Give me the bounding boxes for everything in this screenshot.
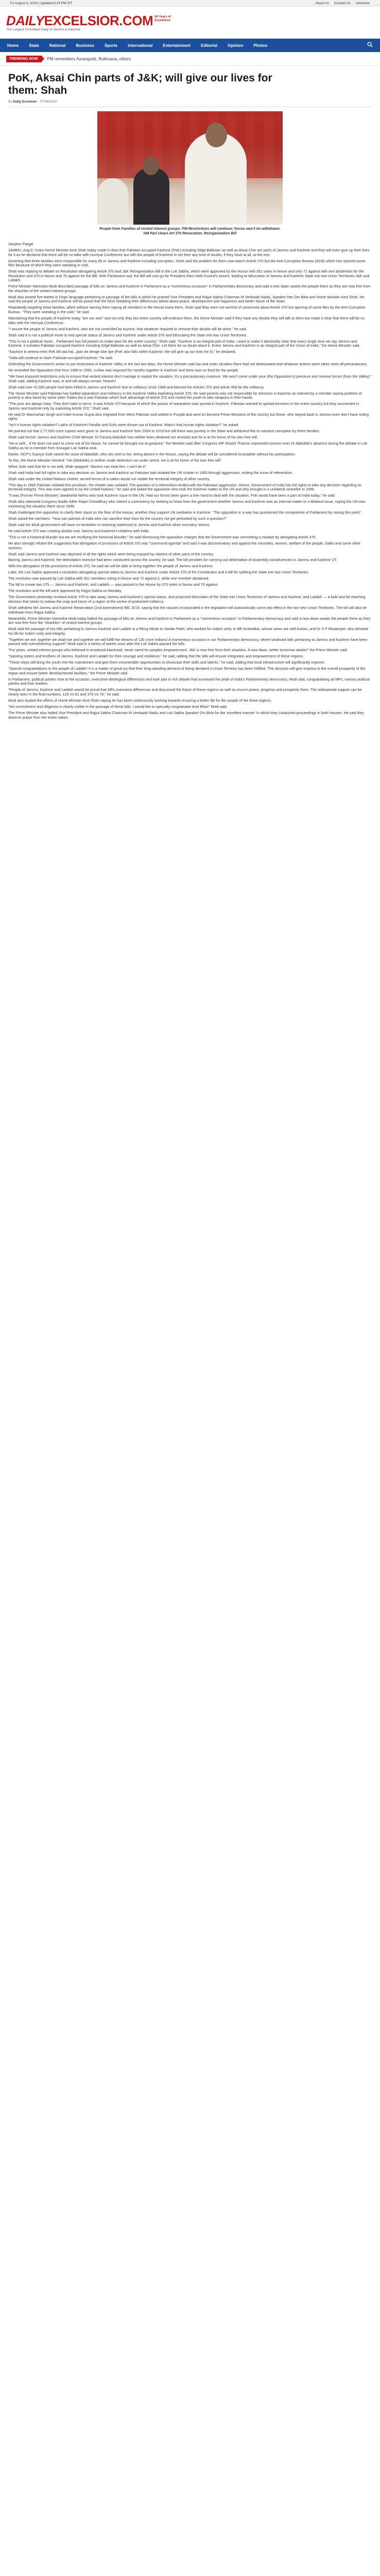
byline-author[interactable]: Daily Excelsior bbox=[13, 100, 37, 104]
article-body bbox=[8, 242, 372, 720]
logo-years-badge: 54 Years of Excellence bbox=[154, 15, 171, 22]
byline-prefix: By bbox=[8, 100, 12, 104]
trending-headline[interactable]: PM remembers Aurangzeb, Rukhsana, others bbox=[47, 56, 131, 61]
article-paragraph: "His commitment and diligence is clearly visible in the passage of these bills. I would like to specially congratulate Amit Bhai!" Modi said. bbox=[8, 704, 228, 709]
article-paragraph: Shah withdrew the Jammu and Kashmir Reservation (2nd Amendment) Bill, 2019, saying that the clauses incorporated in the legislation will automatically come into effect in the two new Union Territories. The bill will also be withdrawn from Rajya Sabha. bbox=[8, 605, 367, 615]
article-paragraph: "The day in 1965 Pakistan violated this provision, the charter was violated. The question of a referendum ended with the Pakistani aggression. Hence, Government of India has full rights to take any decision regarding its territorial integrity. This was even agreed to by the United Nations," he said and asked the opposition who took the Kashmir matter to the UN and why brought in a unilateral ceasefire in 1948. bbox=[8, 483, 361, 492]
search-icon[interactable] bbox=[367, 42, 373, 49]
trending-arrow-icon bbox=[41, 55, 44, 62]
article-paragraph: "The poor are always harp. They don't take to terror. It was Article 370 because of which the poison of separatism was spread in Kashmir. Pakistan wanted to spread terrorism in the entire country but they succeeded in Jammu and Kashmir only by exploiting Article 370," Shah said. bbox=[8, 402, 359, 411]
article-paragraph: Shah challenged the opposition to clarify their stand on the floor of the House, whether they support UN mediation in Kashmir. "The opposition in a way has questioned the competence of Parliament by raising this point". bbox=[8, 511, 362, 515]
article-paragraph: The Home Minister said Pakistan has fuelled separatism and militancy in the Kashmir Valley exploiting Article 370. He said poverty was not responsible for terrorism in Kashmir as claimed by a member saying problem of poverty is also faced by some other States but it was Pakistan which took advantage of Article 370 and misled the youth to take weapons in their hands. bbox=[8, 391, 362, 400]
contact-us-link[interactable]: Contact Us bbox=[334, 1, 351, 5]
article-paragraph: Asserting that three families were responsible for many ills in Jammu and Kashmir including corruption, Shah said the problem for them now wasn't Article 370 but the Anti-Corruption Bureau (ACB) which has opened some files because of which they were sweating in cold. bbox=[8, 259, 366, 268]
article-paragraph: Shah said India had full rights to take any decision on Jammu and Kashmir as Pakistan had violated the UN charter in 1965 through aggression, ending the issue of referendum. bbox=[8, 470, 293, 475]
article-paragraph: "These steps will bring the youth into the mainstream and give them innumerable opportunities to showcase their skills and talents," he said, adding that local infrastructure will significantly improve. bbox=[8, 660, 325, 665]
article-paragraph: Modi said the passage of key bills pertaining to Jammu Kashmir and Ladakh is a fitting tribute to Sardar Patel, who worked for India's unity, to BR Ambedkar, whose views are well known, and Dr S P Mookerjee, who devoted his life for India's unity and integrity. bbox=[8, 627, 369, 636]
article-paragraph: Later, the Lok Sabha approved a resolution abrogating special status to Jammu and Kashmir under Article 370 of the Constitution and a bill for splitting the State into two Union Territories. bbox=[8, 570, 309, 575]
article-paragraph: Shah also slammed Congress leader Adhir Rajan Chowdhury who stoked a controversy by seeking to know from the government whether Jammu and Kashmir was an internal matter or a bilateral issue, saying the UN was monitoring the situation there since 1948. bbox=[8, 500, 366, 509]
about-us-link[interactable]: About Us bbox=[315, 1, 330, 5]
article-paragraph: He said Article 370 was creating doubts over Jammu and Kashmir's relations with India. bbox=[8, 529, 150, 533]
byline-date: 07/08/2019 bbox=[40, 100, 57, 104]
article-paragraph: Shah said under the United Nations charter, armed forces of a nation would not violate the territorial integrity of other country. bbox=[8, 477, 210, 481]
site-header bbox=[0, 7, 380, 39]
article-paragraph: "Together we are, together we shall rise and together we will fulfill the dreams of 130 crore Indians! A momentous occasion in our Parliamentary democracy, where landmark bills pertaining to Jammu and Kashmir have been passed with overwhelming support!" Modi said in a series of tweets soon after the Lok Sabha passed the bills. bbox=[8, 637, 368, 647]
article-paragraph: The resolution was passed by Lok Sabha with 351 members voting in favour and 72 against it, while one member abstained. bbox=[8, 577, 210, 581]
article-paragraph: "Saluting sisters and brothers of Jammu, Kashmir and Ladakh for their courage and resilience," he said, adding that the bills will ensure integration and empowerment of these regions. bbox=[8, 654, 304, 659]
article-paragraph: Modi also lauded the efforts of Home Minister Amit Shah saying he has been continuously working towards ensuring a better life for the people of the three regions. bbox=[8, 698, 272, 703]
nav-national[interactable]: National bbox=[49, 43, 66, 48]
current-date: Fri August 9, 2019 | Updated 6:24 PM IST bbox=[10, 1, 73, 5]
article bbox=[0, 72, 380, 720]
article-paragraph: "I assure the people of Jammu and Kashmir, who are not controlled by anyone, that whatever required to remove their doubts will be done," he said. bbox=[8, 327, 247, 331]
article-paragraph: The bill to create two UTs — Jammu and Kashmir, and Ladakh — was passed in the House by 370 votes in favour and 70 against. bbox=[8, 583, 219, 587]
article-paragraph: He also strongly refuted the suggestion that abrogation of provisions of Article 370 was "communal agenda" and said it was discriminatory and against the minorities, women, welfare of the people, Dalits and some other sections. bbox=[8, 541, 361, 550]
article-paragraph: Barring Jammu and Kashmir, the delimitation exercise had been conducted across the country, he said. The bill provides for carrying out delimitation of Assembly constituencies in Jammu and Kashmir UT. bbox=[8, 558, 337, 563]
article-paragraph: "India will continue to claim Pakistan-occupied Kashmir," he said. bbox=[8, 356, 113, 361]
article-paragraph: "For years, vested interest groups who believed in emotional blackmail, never cared for peoples empowerment. J&K is now free from their shackles. A new dawn, better tomorrow awaits!" the Prime Minister said. bbox=[8, 648, 348, 653]
logo-tagline: The Largest Circulated Daily of Jammu & Kashmir bbox=[6, 28, 81, 31]
article-paragraph: Earlier, NCP's Supriya Sule raised the issue of Abdullah, who sits next to her, being absent in the House, saying the debate will be considered incomplete without his participation. bbox=[8, 452, 296, 456]
nav-photos[interactable]: Photos bbox=[253, 43, 268, 48]
article-paragraph: "We have imposed restrictions only to ensure that vested interest don't manage to exploit the situation. It's a precautionary measure. We won't come under your (the Opposition's) pressure and remove forces (from the Valley)," Shah said, adding Kashmir was, is and will always remain 'heaven'. bbox=[8, 375, 372, 383]
article-title: PoK, Aksai Chin parts of J&K; will give our lives for them: Shah bbox=[8, 72, 272, 96]
photo-figure-speaker-head bbox=[205, 123, 227, 147]
logo-brand: DAILYEXCELSIOR.COM bbox=[6, 13, 153, 28]
nav-entertainment[interactable]: Entertainment bbox=[163, 43, 191, 48]
article-paragraph: He said Dr Manmohan Singh and Inder Kumar Gujral also migrated from West Pakistan and settled in Punjab and went on become Prime Ministers of the country but those, who stayed back in Jammu even don't have voting rights. bbox=[8, 412, 369, 421]
article-paragraph: The Prime Minister also hailed Vice President and Rajya Sabha Chairman M Venkaiah Naidu and Lok Sabha Speaker Om Birla for the 'excellent manner' in which they conducted proceedings in both Houses. He said they deserve praise from the entire nation. bbox=[8, 710, 365, 720]
main-navigation bbox=[0, 39, 380, 52]
nav-business[interactable]: Business bbox=[76, 43, 94, 48]
nav-opinion[interactable]: Opinion bbox=[228, 43, 244, 48]
site-logo[interactable] bbox=[6, 13, 175, 31]
article-paragraph: "People of Jammu, Kashmir and Ladakh would be proud that MPs overcame differences and discussed the future of these regions as well as ensure peace, progress and prosperity there. The widespread support can be clearly seen in the final numbers, 125 Vs 61 and 370 Vs 70," he said. bbox=[8, 688, 362, 697]
photo-caption: People from Families of vested interest groups: PM Restrictions will continue; forces won't be withdrawn: HM Parl clears Art 370 Revocation, Reorganization Bill bbox=[99, 227, 281, 235]
article-photo bbox=[97, 111, 283, 225]
nav-sports[interactable]: Sports bbox=[104, 43, 118, 48]
photo-figure-middle bbox=[133, 168, 169, 225]
nav-state[interactable]: State bbox=[29, 43, 39, 48]
article-paragraph: "Special congratulations to the people of Ladakh! It is a matter of great joy that their long-standing demand of being declared a Union Territory has been fulfilled. This decision will give impetus to the overall prosperity of the region and ensure better developmental facilities," the Prime Minister said. bbox=[8, 667, 366, 675]
nav-home[interactable]: Home bbox=[7, 43, 19, 48]
article-paragraph: Shah said former Jammu and Kashmir Chief Minister Dr Farooq Abdullah has neither been detained nor arrested and he is at his home of his own free will. bbox=[8, 435, 258, 440]
nav-editorial[interactable]: Editorial bbox=[201, 43, 218, 48]
article-dateline: Sanjeev Pargal bbox=[8, 242, 33, 246]
article-paragraph: "He is well... If he does not want to come out of his house, he cannot be brought out at gunpoint," the Minister said after Congress MP Shashi Tharoor expressed concern over Dr Abdullah's absence during the debate in Lok Sabha as he is member from Srinagar Lok Sabha seat. bbox=[8, 442, 368, 450]
article-paragraph: Shah said it is not a political move to end special status of Jammu and Kashmir under Article 370 and bifurcating the State into two Union Territories. bbox=[8, 333, 248, 337]
trending-bar bbox=[0, 52, 380, 66]
article-paragraph: Shah said Jammu and Kashmir was deprived of all the rights which were being enjoyed by citizens of other parts of the country. bbox=[8, 552, 214, 556]
article-paragraph: Defending the Government's action to put restrictions in Kashmir Valley in the last two days, the Home Minister said law and order situation there had not deteriorated and whatever actions were taken were all precautionary. bbox=[8, 362, 368, 367]
article-paragraph: Shah asked the members. "How can patriots of India who can sacrifice their lives for the country not get perturbed by such a question?" bbox=[8, 516, 227, 521]
article-paragraph: "This is not a political move... Parliament has full powers to make laws for the entire country," Shah said. "Kashmir is an integral part of India. I want to make it absolutely clear that every single time we say Jammu and Kashmir, it includes Pakistan occupied Kashmir including Gilgit Baltistan as well as Aksai Chin. Let there be no doubt about it. Entire Jammu and Kashmir is an integral part of the Union of India," the Home Minister said. bbox=[8, 339, 360, 348]
article-paragraph: The resolution and the bill were approved by Rajya Sabha on Monday. bbox=[8, 589, 122, 594]
article-paragraph: Shah said over 41,500 people had been killed in Jammu and Kashmir due to militancy since 1989 and blamed the Articles 370 and article 35A for the militancy. bbox=[8, 385, 265, 389]
article-paragraph: Shah was replying to debate on Resolution abrogating Article 370 and J&K Reorganization Bill in the Lok Sabha, which were approved by the House with 351 votes in favour and only 72 against with one abstention for the Resolution and 370 in favour and 70 against for the Bill. With Parliament nod, the Bill will now go for President Ram Nath Kovind's assent, leading to bifurcation of Jammu and Kashmir State into two Union Territories-J&K and Ladakh. bbox=[8, 269, 370, 283]
utility-links bbox=[311, 2, 370, 5]
article-paragraph: To this, the Home Minister retorted: "He (Abdullah) is neither under detention nor under arrest. He is at his home of his own free will". bbox=[8, 458, 222, 463]
article-paragraph: He pointed out that 2,77,000 crore rupees were given to Jammu and Kashmir from 2004 to 2019 but still there was poverty in the State and attributed this to massive corruption by three families. bbox=[8, 429, 320, 434]
advertise-link[interactable]: Advertise bbox=[355, 1, 370, 5]
article-paragraph: Shah said the Modi government will have no hesitation in restoring statehood to Jammu and Kashmir when normalcy returns. bbox=[8, 522, 211, 527]
article-paragraph: "Kashmir ki seema mein PoK bhi ata hai...jaan de denge iske liye (PoK also falls within Kashmir. We will give up our lives for it)," he declared. bbox=[8, 350, 236, 354]
article-paragraph: The Government yesterday revoked Article 370 to take away Jammu and Kashmir's special status, and proposed bifurcation of the State into Union Territories of Jammu and Kashmir, and Ladakh — a bold and far-reaching decision that seeks to redraw the map and future of a region at the centre of protracted militancy. bbox=[8, 595, 366, 604]
article-paragraph: "Isn't it human rights violation? Lakhs of Kashmiri Pandits and Sufis were thrown out of Kashmir. Wasn't that human rights violation?" he asked. bbox=[8, 423, 239, 428]
photo-figure-left bbox=[97, 178, 128, 225]
article-paragraph: "This is not a historical blunder but we are rectifying the historical blunder," he said dismissing the opposition charges that the Government was committing a mistake by abrogating Article 370. bbox=[8, 535, 317, 539]
article-paragraph: In Parliament, political parties rose to the occasion, overcame ideological differences and took part in rich debate that increased the pride of India's Parliamentary democracy, Modi said, congratulating all MPs, various political parties and their leaders. bbox=[8, 677, 370, 686]
article-paragraph: Modi also posted five tweets in Dogri language pertaining to passage of the bills in which he praised Vice President and Rajya Sabha Chairman M Venkaiah Naidu, Speaker Har Om Birla and Home Minister Amit Shah. He said the people of Jammu and Kashmir will be proud that the NDA shedding their differences talked about peace, development and happiness and better future of the State. bbox=[8, 295, 365, 304]
nav-international[interactable]: International bbox=[128, 43, 153, 48]
article-byline: By Daily Excelsior - 07/08/2019 bbox=[8, 100, 372, 107]
trending-label: TRENDING NOW bbox=[6, 56, 41, 62]
article-paragraph: He reminded the Opposition that from 1989 to 1995, curfew was imposed for months together in Kashmir and there was no food for the people. bbox=[8, 368, 239, 373]
article-paragraph: Prime Minister Narendra Modi described passage of bills on Jammu and Kashmir in Parliament as a "momentous occasion" in Parliamentary democracy and said a new dawn awaits the people there as they are now free from the shackles of the vested interest groups. bbox=[8, 284, 371, 293]
article-paragraph: With the abrogation of the provisions of Article 370, he said we will be able to bring together the people of Jammu and Kashmir. bbox=[8, 564, 214, 569]
article-paragraph: JAMMU, Aug 6: Union Home Minister Amit Shah today made it clear that Pakistan occupied Kashmir (PoK) including Gilgit-Baltistan as well as Aksai Chin are parts of Jammu and Kashmir and they will even give up their lives for it as he declared that there will be no talks with Hurriyat Conference but with the people of Kashmir to set their any kind of doubts, if they have at all, at the rest. bbox=[8, 248, 370, 257]
article-paragraph: Maintaining that the people of Kashmir today "are our own" and not only they but entire country will embrace them, the Home Minister said if they have any doubts they will talk to them but made it clear that there will be no talks with the Hurriyat Conference. bbox=[8, 316, 365, 325]
article-paragraph: Repeatedly targeting three families, albeit without naming them saying all members in the House knew them, Shah said they were not worried of concerned about Article 370 but opening of some files by the Anti-Corruption Bureau. "They were sweating in the cold," he said. bbox=[8, 306, 366, 315]
article-paragraph: When Sule said that he is not well, Shah quipped: "doctors can treat him, I can't do it". bbox=[8, 464, 147, 469]
article-paragraph: "It was (Former Prime Minister) Jawaharlal Nehru who took Kashmir issue to the UN. Had our forces been given a free hand to deal with the situation, PoK would have been a part of India today," he said. bbox=[8, 494, 336, 498]
article-paragraph: Meanwhile, Prime Minister Narendra Modi today hailed the passage of bills on Jammu and Kashmir in Parliament as a "momentous occasion" in Parliamentary democracy and said a new dawn awaits the people there as they are now free from the "shackles" of vested interest groups. bbox=[8, 616, 371, 625]
top-utility-bar bbox=[0, 0, 380, 7]
photo-figure-middle-head bbox=[143, 157, 159, 175]
